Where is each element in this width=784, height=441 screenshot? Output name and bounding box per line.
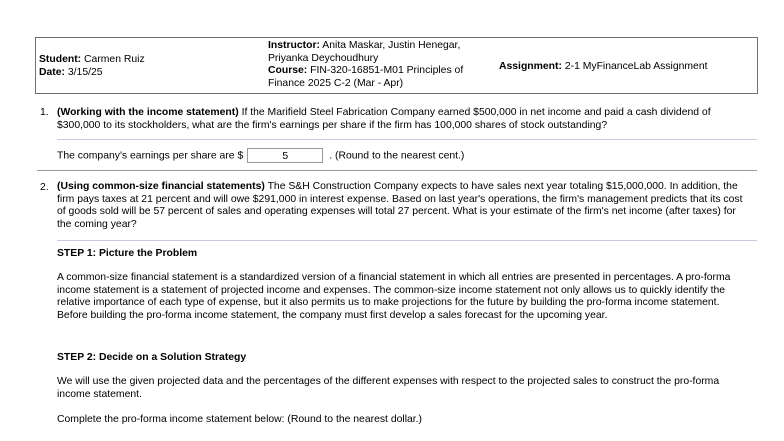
assignment-value: 2-1 MyFinanceLab Assignment <box>564 61 708 72</box>
question-1-text <box>57 106 747 132</box>
answer-suffix: . (Round to the nearest cent.) <box>329 150 465 162</box>
instructor-info <box>268 40 478 90</box>
step-2-text: We will use the given projected data and the percentages of the different expenses with respect to the projected sales to construct the pro-forma income statement. <box>57 376 720 400</box>
question-divider <box>37 170 757 171</box>
answer-prefix: The company's earnings per share are $ <box>57 150 244 162</box>
question-1-title: (Working with the income statement) <box>57 107 239 118</box>
date-label: Date: <box>39 67 65 78</box>
question-1-number: 1. <box>40 107 49 118</box>
question-2-body: The S&H Construction Company expects to have sales next year totaling $15,000,000. In addition, the firm pays taxes at 21 percent and will owe $291,000 in interest expense. Based on last year's operations, the firm's management predicts that its cost of goods sold will be 57 percent of sales and operating expenses will total 27 percent. What is your estimate of the firm's net income (after taxes) for the coming year? <box>57 181 743 230</box>
question-2-text <box>57 181 747 231</box>
instructor-label: Instructor: <box>268 40 320 51</box>
instruction-text: Complete the pro-forma income statement below: (Round to the nearest dollar.) <box>57 414 423 425</box>
assignment-info <box>499 60 708 73</box>
assignment-header <box>35 37 758 94</box>
question-2-number: 2. <box>40 182 49 193</box>
eps-answer-input[interactable]: 5 <box>247 148 323 163</box>
step-2-title: STEP 2: Decide on a Solution Strategy <box>57 352 247 363</box>
step-1-title: STEP 1: Picture the Problem <box>57 248 198 259</box>
student-info <box>39 53 145 79</box>
assignment-label: Assignment: <box>499 61 562 72</box>
course-value: FIN-320-16851-M01 Principles of Finance 2025 C-2 (Mar - Apr) <box>268 65 464 89</box>
instructor-value: Anita Maskar, Justin Henegar, Priyanka Deychoudhury <box>268 40 461 64</box>
question-1-body: If the Marifield Steel Fabrication Company earned $500,000 in net income and paid a cash dividend of $300,000 to its stockholders, what are the firm's earnings per share if the firm has 100,000 shares of stock outstanding? <box>57 107 711 131</box>
divider <box>57 240 757 241</box>
question-2-title: (Using common-size financial statements) <box>57 181 265 192</box>
course-label: Course: <box>268 65 308 76</box>
step-1-text: A common-size financial statement is a standardized version of a financial statement in which all entries are presented in percentages. A pro-forma income statement is a statement of projected income and expenses. The common-size income statement not only allows us to quickly identify the relative importance of each type of expense, but it also permits us to make projections for the future by building the pro-forma income statement. Before building the pro-forma income statement, the company must first develop a sales forecast for the upcoming year. <box>57 272 731 321</box>
eps-answer-row <box>57 148 464 163</box>
date-value: 3/15/25 <box>67 67 103 78</box>
student-name: Carmen Ruiz <box>84 54 145 65</box>
student-label: Student: <box>39 54 82 65</box>
divider <box>57 139 757 140</box>
